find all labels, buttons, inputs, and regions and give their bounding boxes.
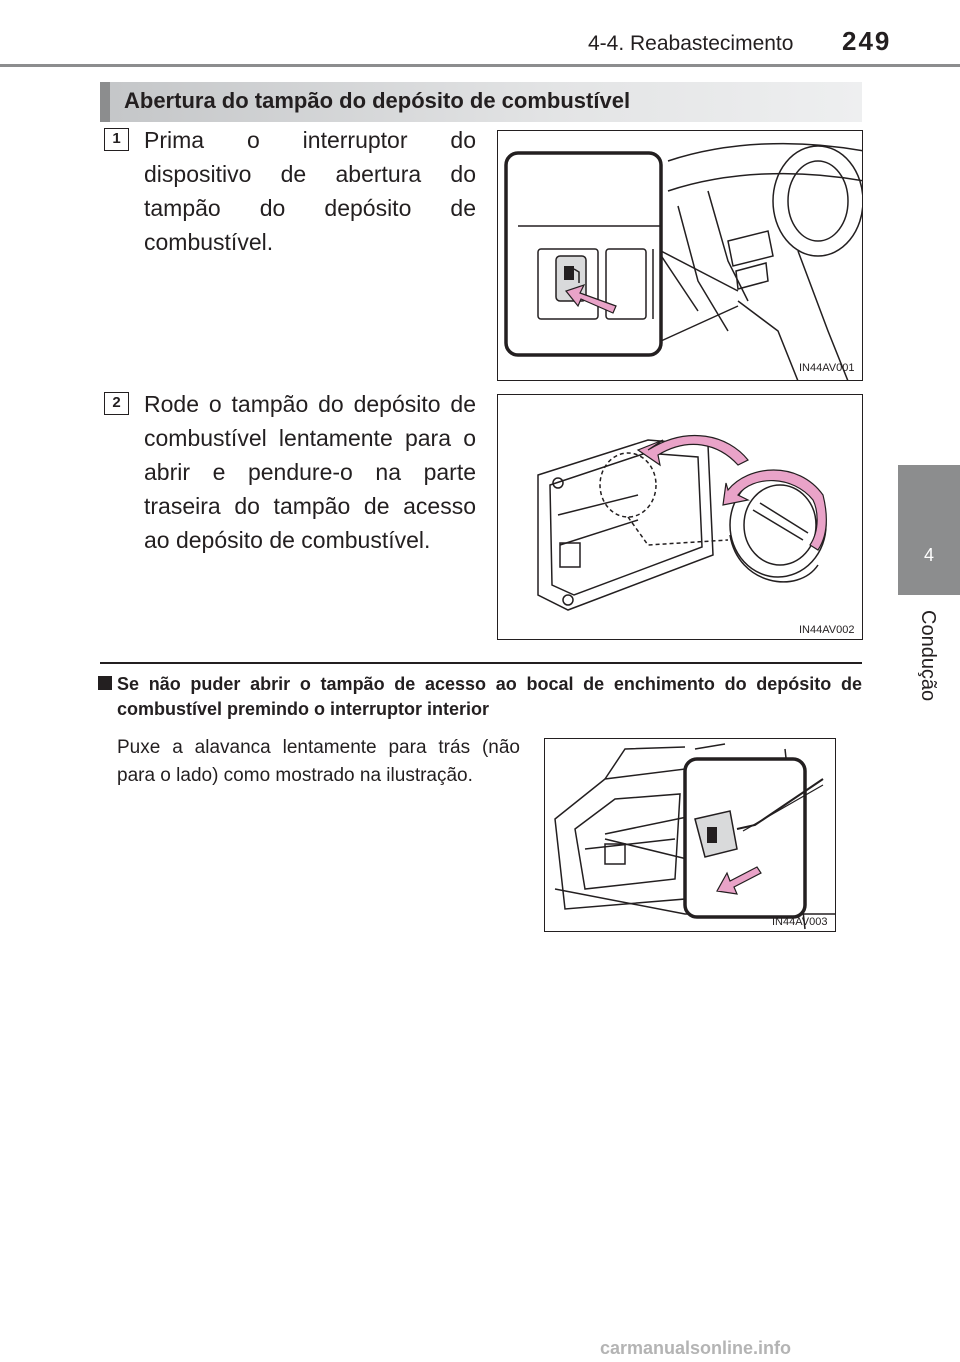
header-rule <box>0 64 960 67</box>
step-number-1: 1 <box>104 128 129 151</box>
trunk-illustration <box>545 739 836 932</box>
figure-code-3: IN44AV003 <box>772 916 828 928</box>
section-banner <box>100 82 862 122</box>
section-divider <box>100 662 862 664</box>
footer-watermark: carmanualsonline.info <box>600 1338 792 1358</box>
step-number-2: 2 <box>104 392 129 415</box>
figure-fuel-cap <box>497 394 863 640</box>
figure-code-1: IN44AV001 <box>799 362 855 374</box>
rotate-arrow-icon <box>723 470 826 550</box>
banner-title: Abertura do tampão do depósito de combustível <box>124 88 631 113</box>
subsection-text: Puxe a alavanca lentamente para trás (não para o lado) como mostrado na ilustração. <box>117 737 520 786</box>
step-1-text: Prima o interruptor do dispositivo de abertura do tampão do depósito de combustível. <box>144 127 476 255</box>
figure-trunk-lever <box>544 738 836 932</box>
banner-accent <box>100 82 110 122</box>
subsection-heading: Se não puder abrir o tampão de acesso ao bocal de enchimento do depósito de combustível premindo o interruptor interior <box>117 674 862 719</box>
section-title: 4-4. Reabastecimento <box>588 32 794 55</box>
figure-fuel-door-switch <box>497 130 863 381</box>
page-number: 249 <box>842 26 892 56</box>
figure-code-2: IN44AV002 <box>799 624 855 636</box>
bullet-square-icon <box>98 676 112 690</box>
dashboard-illustration <box>498 131 863 381</box>
chapter-tab <box>898 465 960 595</box>
fuel-cap-illustration <box>498 395 863 640</box>
chapter-number: 4 <box>923 545 934 565</box>
step-2-text: Rode o tampão do depósito de combustível lentamente para o abrir e pendure-o na parte traseira do tampão de acesso ao depósito de combustível. <box>144 391 476 553</box>
chapter-label: Condução <box>917 610 939 702</box>
